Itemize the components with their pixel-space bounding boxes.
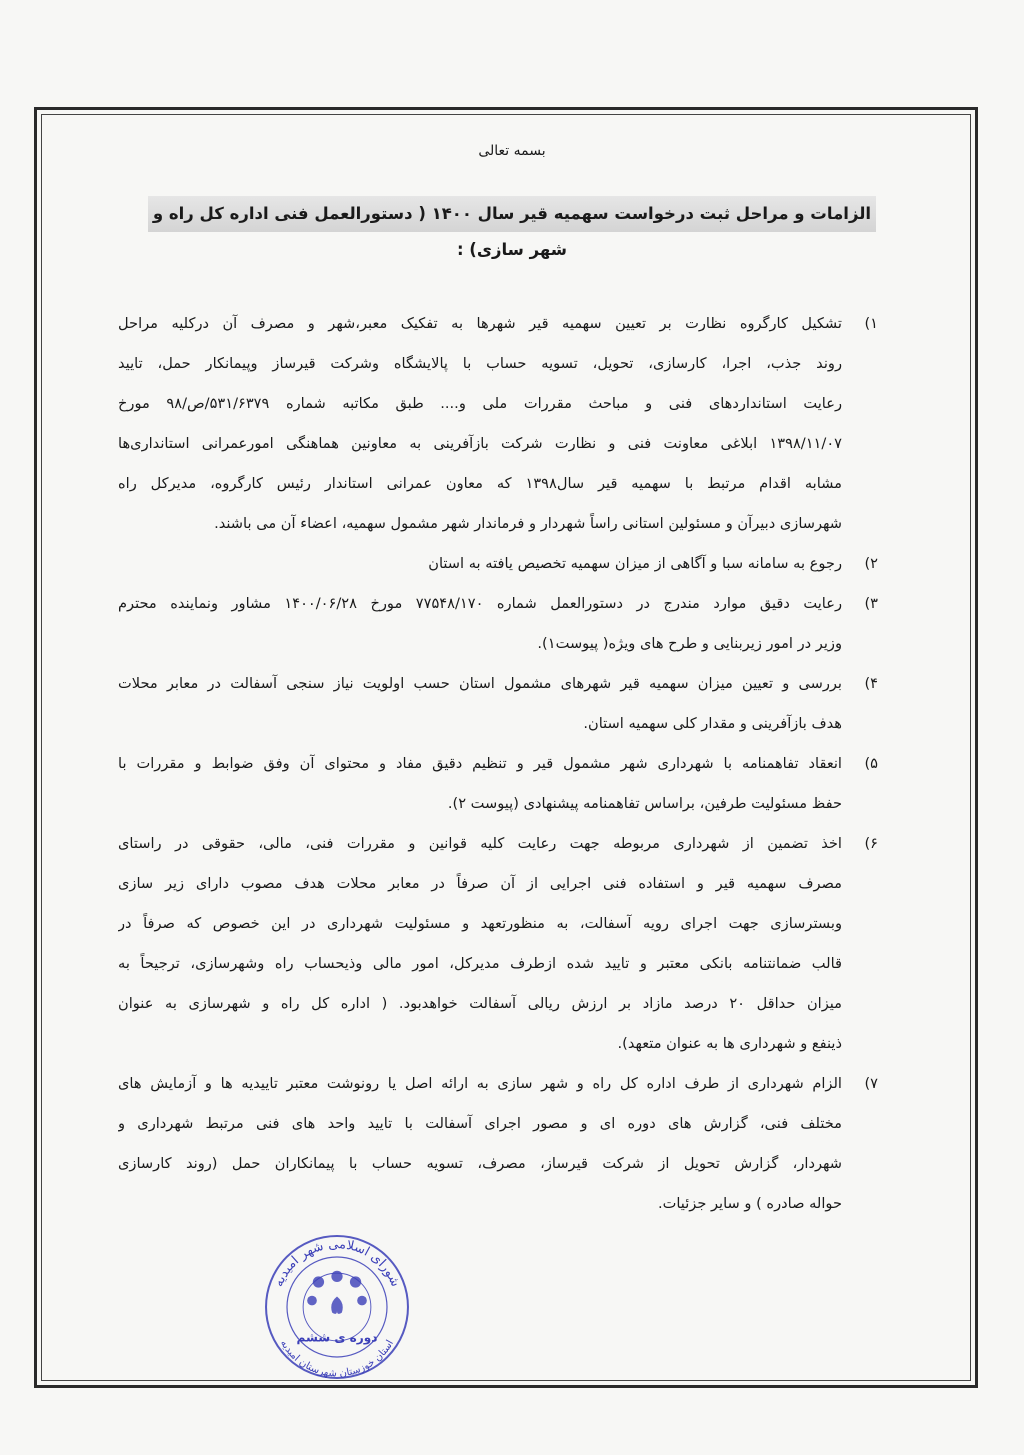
- item-text-line: مشابه اقدام مرتبط با سهمیه قیر سال۱۳۹۸ که معاون عمرانی استاندار رئیس کارگروه، مدیرکل راه: [118, 475, 842, 492]
- item-text-line: ذینفع و شهرداری ها به عنوان متعهد).: [617, 1035, 842, 1052]
- numbered-item: [118, 664, 878, 744]
- item-number: ۴): [864, 675, 878, 692]
- item-text-line: بررسی و تعیین میزان سهمیه قیر شهرهای مشمول استان حسب اولویت نیاز سنجی آسفالت در معابر محلات: [118, 675, 842, 692]
- item-text-line: قالب ضمانتنامه بانکی معتبر و تایید شده ازطرف مدیرکل، امور مالی وذیحساب راه وشهرسازی، ترجیحاً به: [118, 955, 842, 972]
- item-text-line: شهردار، گزارش تحویل از شرکت قیرساز، مصرف، تسویه حساب با پیمانکاران حمل (روند کارسازی: [118, 1155, 842, 1172]
- item-text-line: اخذ تضمین از شهرداری مربوطه جهت رعایت کلیه قوانین و مقررات فنی، مالی، حقوقی در راستای: [118, 835, 842, 852]
- numbered-item: [118, 584, 878, 664]
- stamp-top-text: شورای اسلامی شهر امیدیه: [271, 1236, 403, 1290]
- item-text-line: شهرسازی دبیرآن و مسئولین استانی راساً شهردار و فرماندار شهر مشمول سهمیه، اعضاء آن می باشند.: [214, 515, 842, 532]
- item-number: ۱): [864, 315, 878, 332]
- item-text-line: ۱۳۹۸/۱۱/۰۷ ابلاغی معاونت فنی و نظارت شرکت بازآفرینی به معاونین هماهنگی امورعمرانی استانداری‌ها: [118, 435, 842, 452]
- item-text-line: وزیر در امور زیربنایی و طرح های ویژه( پیوست۱).: [537, 635, 842, 652]
- document-header: [0, 143, 1024, 159]
- item-number: ۳): [864, 595, 878, 612]
- item-number: ۲): [864, 555, 878, 572]
- numbered-item: [118, 304, 878, 544]
- document-body: [118, 304, 878, 1224]
- item-text-line: مصرف سهمیه قیر و استفاده فنی اجرایی از آن صرفاً در معابر محلات هدف مصوب دارای زیر سازی: [118, 875, 842, 892]
- document-title: الزامات و مراحل ثبت درخواست سهمیه قیر سال ۱۴۰۰ ( دستورالعمل فنی اداره کل راه و شهر سازی) :: [148, 196, 876, 232]
- stamp-middle-text: دوره ی ششم: [296, 1330, 378, 1345]
- item-text-line: هدف بازآفرینی و مقدار کلی سهمیه استان.: [583, 715, 842, 732]
- item-text-line: رعایت دقیق موارد مندرج در دستورالعمل شماره ۷۷۵۴۸/۱۷۰ مورخ ۱۴۰۰/۰۶/۲۸ مشاور ونماینده محترم: [118, 595, 842, 612]
- item-text-line: وبسترسازی جهت اجرای رویه آسفالت، به منظورتعهد و مسئولیت شهرداری در این خصوص که صرفاً در: [118, 915, 842, 932]
- numbered-item: [118, 744, 878, 824]
- item-text-line: الزام شهرداری از طرف اداره کل راه و شهر سازی به ارائه اصل یا رونوشت معتبر تاییدیه ها و آزمایش های: [118, 1075, 842, 1092]
- item-text-line: حواله صادره ) و سایر جزئیات.: [657, 1195, 842, 1212]
- item-number: ۵): [864, 755, 878, 772]
- item-text-line: میزان حداقل ۲۰ درصد مازاد بر ارزش ریالی آسفالت خواهدبود. ( اداره کل راه و شهرسازی به عنوان: [118, 995, 842, 1012]
- item-text-line: حفظ مسئولیت طرفین، براساس تفاهمنامه پیشنهادی (پیوست ۲).: [447, 795, 842, 812]
- numbered-item: [118, 824, 878, 1064]
- numbered-item: [118, 1064, 878, 1224]
- bismillah-heading: بسمه تعالی: [478, 143, 546, 159]
- item-number: ۷): [864, 1075, 878, 1092]
- item-text-line: رعایت استانداردهای فنی و مباحث مقررات ملی و.... طبق مکاتبه شماره ۵۳۱/۶۳۷۹/ص/۹۸ مورخ: [118, 395, 842, 412]
- council-stamp: [262, 1232, 412, 1382]
- stamp-bottom-text: استان خوزستان شهرستان امیدیه: [277, 1338, 397, 1380]
- item-number: ۶): [864, 835, 878, 852]
- item-text-line: تشکیل کارگروه نظارت بر تعیین سهمیه قیر شهرها به تفکیک معبر،شهر و مصرف آن درکلیه مراحل: [118, 315, 842, 332]
- item-text-line: رجوع به سامانه سبا و آگاهی از میزان سهمیه تخصیص یافته به استان: [428, 555, 842, 572]
- stamp-emblem-icon: [307, 1271, 367, 1314]
- item-text-line: انعقاد تفاهمنامه با شهرداری شهر مشمول قیر و تنظیم دقیق مفاد و محتوای آن وفق ضوابط و مقررات با: [118, 755, 842, 772]
- item-text-line: روند جذب، اجرا، کارسازی، تحویل، تسویه حساب با پالایشگاه وشرکت قیرساز وپیمانکار حمل، تایید: [118, 355, 842, 372]
- numbered-item: [118, 544, 878, 584]
- item-text-line: مختلف فنی، گزارش های دوره ای و مصور اجرای آسفالت با تایید واحد های فنی مرتبط شهرداری و: [118, 1115, 842, 1132]
